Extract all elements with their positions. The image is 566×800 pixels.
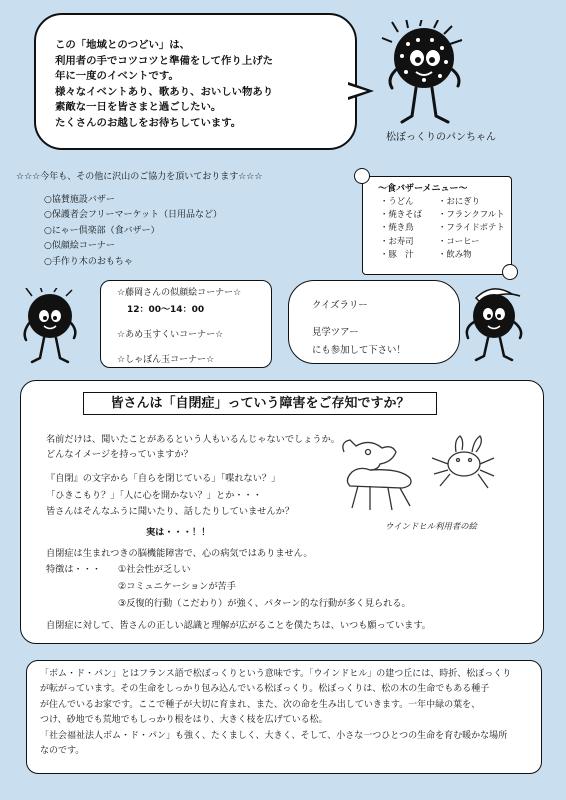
tour: 見学ツアー	[312, 327, 359, 338]
trait-item: ①社会性が乏しい	[118, 564, 191, 575]
animal-drawing-icon	[330, 436, 420, 514]
list-item: ○にゃー倶楽部（食バザー）	[44, 225, 160, 236]
menu-item: ・うどん	[380, 196, 414, 206]
mascot-caption: 松ぼっくりのパンちゃん	[386, 132, 496, 143]
menu-item: ・お寿司	[380, 235, 414, 246]
pinecone-mascot-cap-icon	[462, 282, 526, 362]
drawing-caption: ウインドヒル利用者の絵	[385, 521, 477, 531]
paragraph: どんなイメージを持っていますか？	[46, 449, 193, 460]
candy-corner: ☆あめ玉すくいコーナー☆	[117, 330, 224, 340]
list-item: ○保護者会フリーマーケット（日用品など）	[44, 210, 223, 221]
menu-item: ・おにぎり	[438, 196, 480, 206]
scroll-curl-icon	[354, 168, 370, 184]
paragraph: 実は・・・！！	[146, 527, 211, 538]
paragraph: 「ひきこもり？」「人に心を開かない？」とか・・・	[46, 490, 262, 501]
thanks-line: ☆☆☆今年も、その他に沢山のご協力を頂いております☆☆☆	[16, 172, 263, 182]
menu-item: ・コーヒー	[438, 235, 480, 246]
paragraph: 自閉症は生まれつきの脳機能障害で、心の病気ではありません。	[46, 548, 313, 559]
menu-item: ・飲み物	[438, 248, 472, 259]
quiz-rally: クイズラリー	[312, 300, 368, 311]
pinecone-mascot-icon	[378, 20, 470, 128]
portrait-time: 12：00～14：00	[127, 305, 205, 315]
food-menu-title: ～食バザーメニュー～	[378, 184, 468, 194]
paragraph: 皆さんはそんなふうに聞いたり、話したりしていませんか？	[46, 506, 295, 517]
list-item: ○似顔絵コーナー	[44, 241, 115, 252]
trait-item: ③反復的行動（こだわり）が強く、パターン的な行動が多く見られる。	[118, 598, 411, 609]
menu-item: ・豚 汁	[380, 248, 414, 259]
bubble-corner: ☆しゃぼん玉コーナー☆	[117, 355, 215, 365]
scroll-curl-icon	[502, 264, 518, 280]
intro-text: この「地域とのつどい」は、 利用者の手でコツコツと準備をして作り上げた 年に一度のイベントです。 様々なイベントあり、歌あり、おいしい物あり 素敵な一日を皆さまと過ごしたい。 たくさんのお越しをお待ちしています。	[55, 39, 274, 129]
list-item: ○手作り木のおもちゃ	[44, 256, 133, 267]
trait-item: ②コミュニケーションが苦手	[118, 581, 236, 592]
join-text: にも参加して下さい！	[312, 345, 406, 356]
autism-title: 皆さんは「自閉症」っていう障害をご存知ですか？	[83, 392, 437, 415]
portrait-corner: ☆藤岡さんの似顔絵コーナー☆	[117, 288, 242, 298]
paragraph: 自閉症に対して、皆さんの正しい認識と理解が広がることを僕たちは、いつも願っています。	[46, 620, 431, 631]
paragraph: 『自閉』の文字から「自らを閉じている」「喋れない？」	[46, 473, 281, 484]
event-list	[44, 193, 222, 270]
paragraph: 名前だけは、聞いたことがあるという人もいるんじゃないでしょうか。	[46, 434, 340, 445]
about-text: 「ボム・ド・パン」とはフランス語で松ぼっくりという意味です。「ウインドヒル」の建つ丘には、時折、松ぼっくり が転がっています。その生命をしっかり包み込んでいる松ぼっくり。松ぼっくりは、松の木の生命でもある種子 が住んでいるお家です。ここで種子が大切に育まれ、また、次の命を生み出していきます。一年中緑の葉を、 つけ、砂地でも荒地でもしっかり根をはり、大きく枝を広げている松。 「社会福祉法人ボム・ド・パン」も強く、たくましく、大きく、そして、小さな一つひとつの生命を育む暖かな場所 なのです。	[40, 669, 512, 757]
menu-item: ・フライドポテト	[438, 222, 505, 233]
pinecone-mascot-small-icon	[18, 288, 82, 364]
crab-drawing-icon	[428, 430, 498, 494]
menu-item: ・焼き鳥	[380, 222, 414, 233]
menu-item: ・焼きそば	[380, 209, 422, 220]
list-item: ○協賛施設バザー	[44, 195, 115, 205]
paragraph: 特徴は・・・	[46, 564, 102, 575]
menu-item: ・フランクフルト	[438, 209, 505, 220]
food-menu-items	[380, 195, 504, 261]
